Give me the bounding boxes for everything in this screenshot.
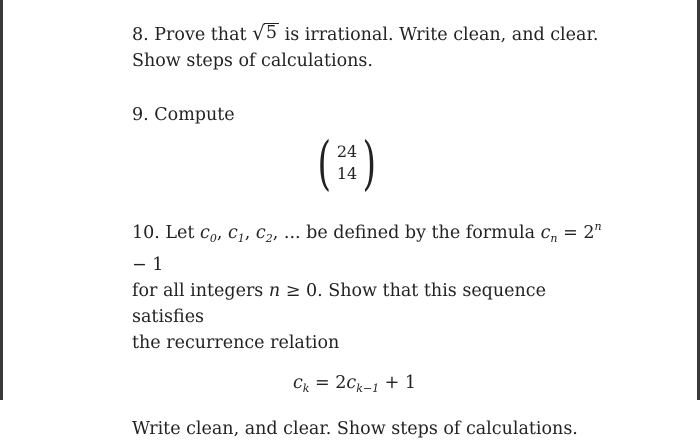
question-9-number: 9. bbox=[132, 105, 149, 125]
recurrence-rhs-sub: k−1 bbox=[356, 382, 380, 395]
recurrence-lhs-sub: k bbox=[302, 382, 310, 395]
recurrence-equation bbox=[107, 370, 602, 402]
seq-c0: $c_0$ bbox=[200, 223, 217, 245]
question-8 bbox=[132, 22, 602, 74]
binomial-coefficient bbox=[313, 129, 381, 197]
question-10-line-3: the recurrence relation bbox=[132, 333, 340, 353]
question-9 bbox=[132, 102, 602, 128]
closing-instruction: Write clean, and clear. Show steps of calculations. bbox=[132, 419, 578, 439]
question-10-line-2a: for all integers bbox=[132, 281, 264, 301]
question-8-text-after: is irrational. Write clean, and clear. bbox=[284, 25, 599, 45]
recurrence-rhs-c: c bbox=[346, 373, 357, 393]
seq-c2: $c_2$ bbox=[255, 223, 273, 245]
question-10-let: Let bbox=[165, 223, 195, 243]
variable-n: n bbox=[268, 281, 281, 301]
sqrt-expression bbox=[252, 23, 279, 43]
question-9-text: Compute bbox=[154, 105, 235, 125]
formula: $c_n = 2^n - 1$ bbox=[132, 220, 602, 275]
recurrence-lhs-c: c bbox=[292, 373, 303, 393]
question-8-text-before: Prove that bbox=[154, 25, 247, 45]
sqrt-radicand: 5 bbox=[265, 23, 278, 43]
left-border-line bbox=[0, 0, 3, 400]
right-paren-icon: ) bbox=[362, 129, 377, 197]
problem-sheet bbox=[132, 18, 602, 442]
binomial-display bbox=[92, 129, 602, 197]
question-10-defined: ... be defined by the formula bbox=[283, 223, 536, 243]
binomial-bottom: 14 bbox=[336, 164, 358, 183]
question-10: 10. Let $c_0$, $c_1$, $c_2$, ... be defined by the formula $c_n = 2^n - 1$ for all integers n ≥ 0. Show that this sequence satisfies the recurrence relation bbox=[132, 220, 602, 353]
recurrence-rhs-b: + 1 bbox=[384, 373, 417, 393]
left-paren-icon: ( bbox=[317, 129, 332, 197]
binomial-stack bbox=[336, 141, 358, 185]
seq-c1: $c_1$ bbox=[227, 223, 245, 245]
question-8-number: 8. bbox=[132, 25, 149, 45]
question-10-number: 10. bbox=[132, 223, 160, 243]
recurrence-rhs-a: = 2 bbox=[315, 373, 347, 393]
binomial-top: 24 bbox=[336, 142, 358, 161]
question-8-line-2: Show steps of calculations. bbox=[132, 51, 373, 71]
sqrt-icon: √ bbox=[252, 21, 265, 45]
question-10-line-2b: ≥ 0. Show that this sequence satisfies bbox=[132, 281, 546, 327]
